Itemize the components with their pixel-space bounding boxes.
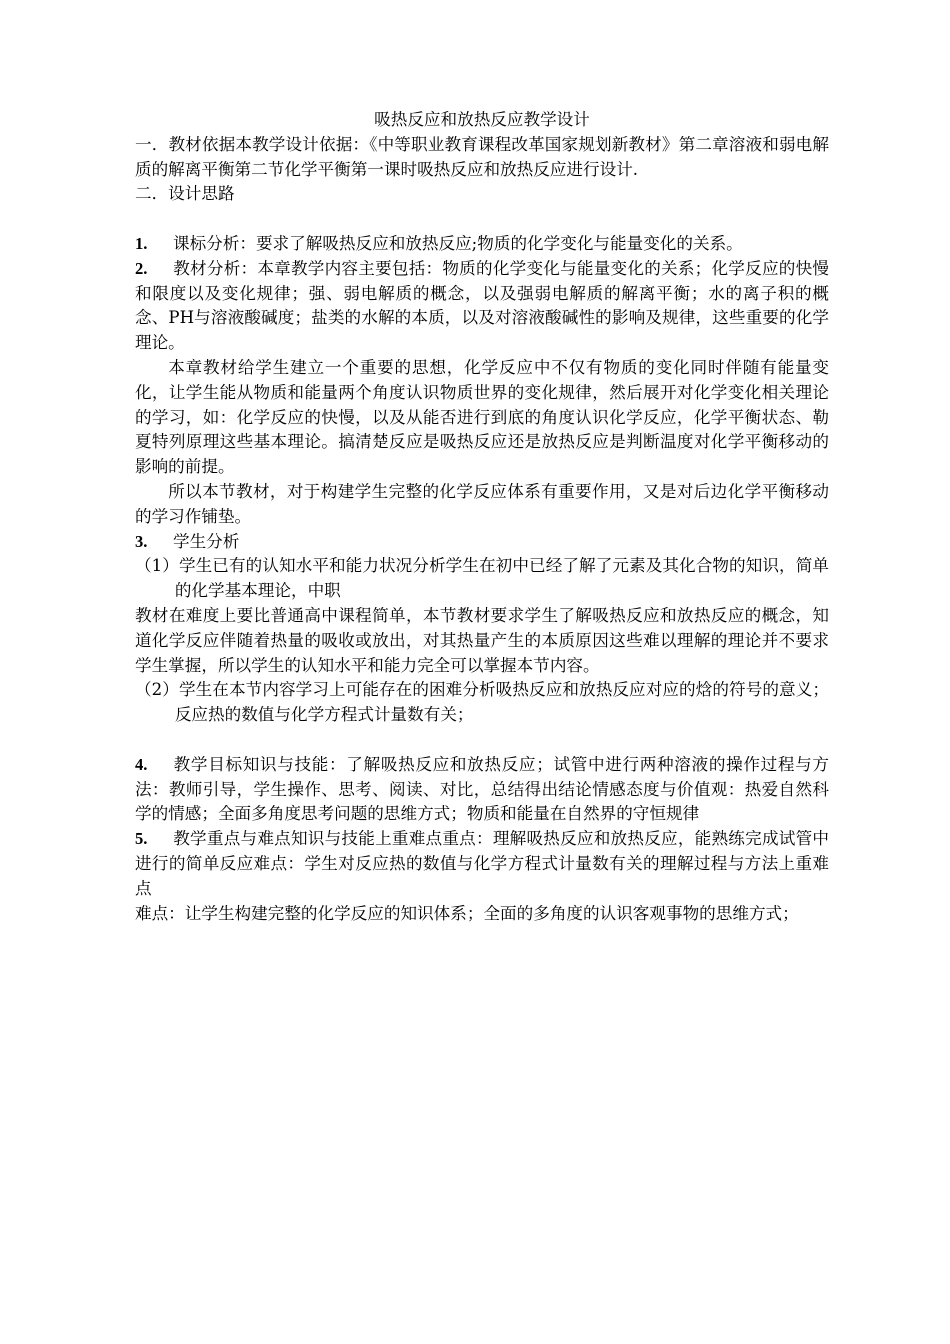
sub-item-2: （2）学生在本节内容学习上可能存在的困难分析吸热反应和放热反应对应的焓的符号的意义；反应热的数值与化学方程式计量数有关； xyxy=(135,680,829,725)
sub-item-1: （1）学生已有的认知水平和能力状况分析学生在初中已经了解了元素及其化合物的知识，简单的化学基本理论，中职 xyxy=(135,556,829,601)
paragraph-chapter-idea: 本章教材给学生建立一个重要的思想，化学反应中不仅有物质的变化同时伴随有能量变化，让学生能从物质和能量两个角度认识物质世界的变化规律，然后展开对化学变化相关理论的学习，如：化学反应的快慢，以及从能否进行到底的角度认识化学反应，化学平衡状态、勒夏特列原理这些基本理论。搞清楚反应是吸热反应还是放热反应是判断温度对化学平衡移动的影响的前提。 xyxy=(135,357,829,477)
document-page xyxy=(135,108,829,926)
list-number: 5. xyxy=(135,829,148,849)
list-number: 1. xyxy=(135,233,148,253)
paragraph-difficulty: 教材在难度上要比普通高中课程简单，本节教材要求学生了解吸热反应和放热反应的概念，知道化学反应伴随着热量的吸收或放出，对其热量产生的本质原因这些难以理解的理论并不要求学生掌握，所以学生的认知水平和能力完全可以掌握本节内容。 xyxy=(135,605,829,675)
list-item-3 xyxy=(135,530,829,555)
list-item-1 xyxy=(135,232,829,257)
list-number: 4. xyxy=(135,754,148,774)
list-item-text: 教材分析：本章教学内容主要包括：物质的化学变化与能量变化的关系；化学反应的快慢和限度以及变化规律；强、弱电解质的概念，以及强弱电解质的解离平衡；水的离子积的概念、PH与溶液酸碱度；盐类的水解的本质，以及对溶液酸碱性的影响及规律，这些重要的化学理论。 xyxy=(135,258,829,353)
document-title: 吸热反应和放热反应教学设计 xyxy=(374,110,590,129)
list-item-2 xyxy=(135,257,829,356)
list-item-text: 教学目标知识与技能：了解吸热反应和放热反应；试管中进行两种溶液的操作过程与方法：教师引导，学生操作、思考、阅读、对比，总结得出结论情感态度与价值观：热爱自然科学的情感；全面多角度思考问题的思维方式；物质和能量在自然界的守恒规律 xyxy=(135,754,829,824)
list-number: 3. xyxy=(135,531,148,551)
list-item-text: 课标分析：要求了解吸热反应和放热反应;物质的化学变化与能量变化的关系。 xyxy=(173,233,743,253)
list-item-4 xyxy=(135,753,829,827)
list-item-text: 学生分析 xyxy=(173,531,240,551)
paragraph-textbook-basis: 一．教材依据本教学设计依据：《中等职业教育课程改革国家规划新教材》第二章溶液和弱电解质的解离平衡第二节化学平衡第一课时吸热反应和放热反应进行设计. xyxy=(135,134,829,179)
blank-line xyxy=(135,207,829,232)
paragraph-difficult-points: 难点：让学生构建完整的化学反应的知识体系；全面的多角度的认识客观事物的思维方式； xyxy=(135,903,799,923)
paragraph-section-role: 所以本节教材，对于构建学生完整的化学反应体系有重要作用，又是对后边化学平衡移动的学习作铺垫。 xyxy=(135,481,829,526)
section-heading-design: 二．设计思路 xyxy=(135,184,235,204)
list-item-5 xyxy=(135,827,829,901)
list-item-text: 教学重点与难点知识与技能上重难点重点：理解吸热反应和放热反应，能熟练完成试管中进行的简单反应难点：学生对反应热的数值与化学方程式计量数有关的理解过程与方法上重难点 xyxy=(135,829,829,898)
list-number: 2. xyxy=(135,258,148,278)
blank-line xyxy=(135,728,829,753)
